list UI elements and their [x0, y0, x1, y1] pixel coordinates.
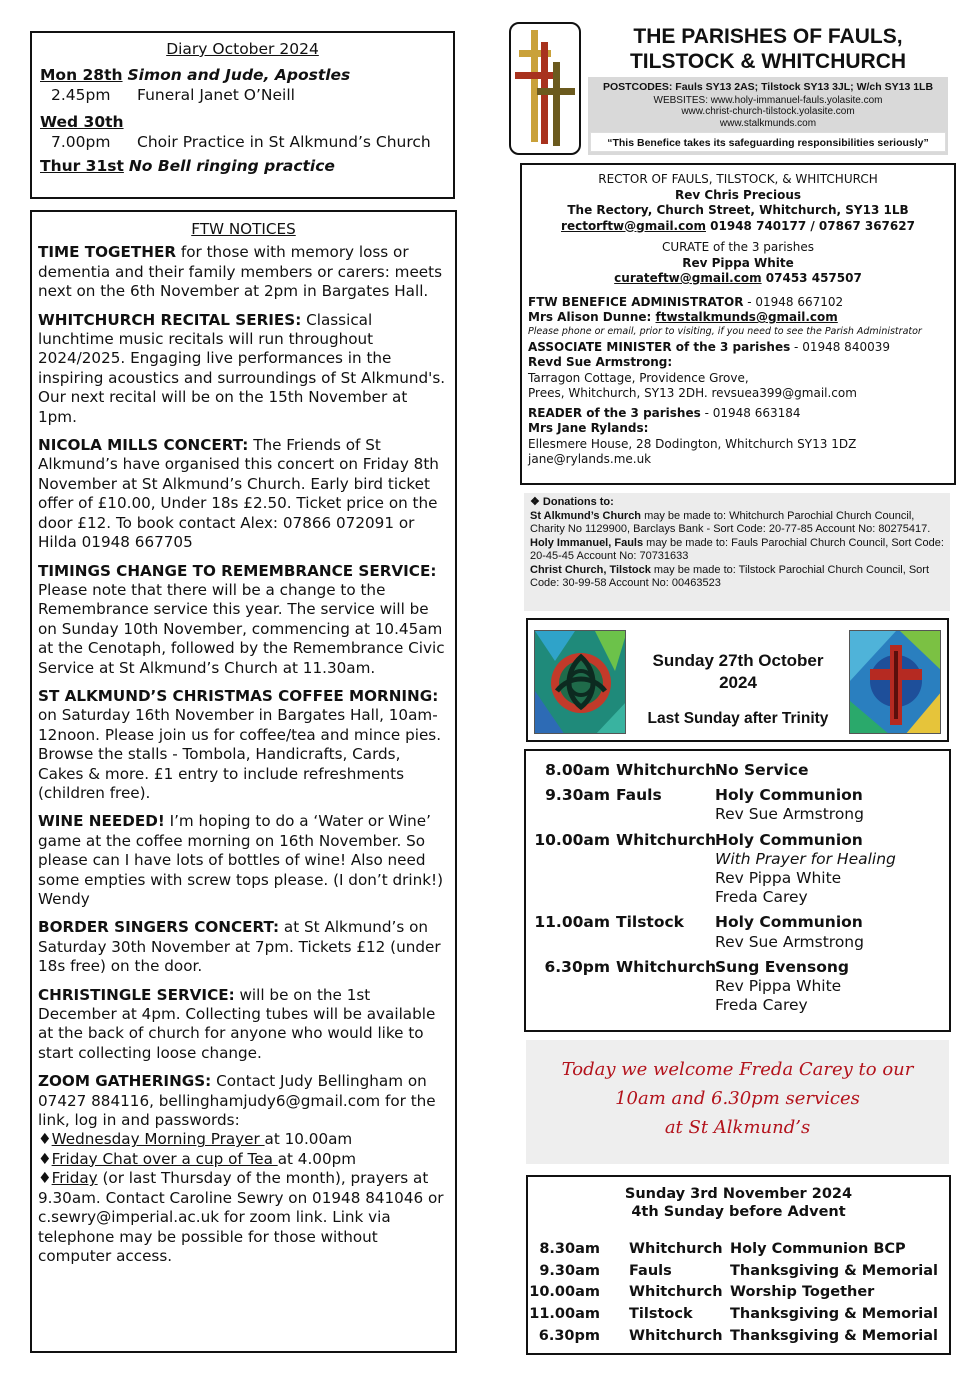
cross-glass-icon	[849, 630, 941, 734]
date-line: 2024	[719, 673, 757, 692]
admin-email[interactable]: ftwstalkmunds@gmail.com	[655, 310, 838, 324]
zoom-link[interactable]: Wednesday Morning Prayer	[51, 1130, 265, 1149]
notice-body: will be on the 1st December at 4pm. Collecting tubes will be available at the back of church for anyone who would like to start collecting loose change.	[38, 985, 436, 1062]
service-details	[715, 831, 949, 908]
service-note: With Prayer for Healing	[715, 849, 896, 868]
notice-body: The Friends of St Alkmund’s have organised this concert on Friday 8th November at St Alkmund’s Church. Early bird ticket offer of £10.00, Under 18s £2.50. Ticket price on the door £12. To book contact Alex: 07866 072091 or Hilda 01948 667705	[38, 436, 439, 552]
donation-text: may be made to: Tilstock Parochial Church Council, Sort Code: 30-99-58 Account No: 00463523	[530, 563, 930, 589]
zoom-bullet	[38, 1150, 449, 1169]
service-row	[526, 913, 949, 951]
curate-contact	[528, 271, 948, 287]
notice-body: I’m hoping to do a ‘Water or Wine’ game at the coffee morning on 16th November. So please can I have lots of bottles of wine! Also need some empties with screw tops please. (I don’t drink!) Wendy	[38, 812, 444, 908]
website-link[interactable]: www.christ-church-tilstock.yolasite.com	[681, 106, 855, 117]
notice-item	[38, 812, 449, 909]
reader-address: Ellesmere House, 28 Dodington, Whitchurch SY13 1DZ	[528, 436, 857, 451]
notice-body: Classical lunchtime music recitals will run throughout 2024/2025. Engaging live performances in the inspiring acoustics and surroundings of St Alkmund's. Our next recital will be on the 15th November at 1pm.	[38, 310, 446, 426]
diamond-bullet-icon: ♦	[38, 1149, 52, 1168]
zoom-link[interactable]: Friday Chat over a cup of Tea	[51, 1149, 278, 1168]
service-place: Fauls	[629, 1262, 672, 1279]
assoc-line	[528, 340, 948, 356]
service-minister: Rev Sue Armstrong	[715, 805, 864, 824]
notice-body: at St Alkmund’s on Saturday 30th November at 7pm. Tickets £12 (under 18s free) on the door.	[38, 918, 441, 976]
service-name: Holy Communion BCP	[730, 1241, 906, 1257]
zoom-bullet-text: (or last Thursday of the month), prayers at 9.30am. Contact Caroline Sewry on 01948 841046 or c.sewry@imperial.ac.uk for zoom link. Link via telephone may be possible for those without computer access.	[38, 1169, 444, 1265]
service-place: Whitchurch	[616, 957, 716, 976]
service-time: 9.30am	[545, 786, 610, 805]
admin-note: Please phone or email, prior to visiting, if you need to see the Parish Administrator	[528, 325, 922, 337]
service-place: Whitchurch	[629, 1284, 723, 1301]
rector-phones: 01948 740177 / 07867 367627	[705, 218, 915, 233]
service-place: Fauls	[616, 786, 662, 805]
donation-church: Holy Immanuel, Fauls	[530, 536, 644, 549]
zoom-bullet-text: at 4.00pm	[277, 1149, 357, 1168]
rector-name: Rev Chris Precious	[674, 187, 802, 202]
service-time: 9.30am	[539, 1262, 600, 1279]
date-line: Sunday 27th October	[652, 651, 824, 670]
diary-day: Mon 28th	[40, 66, 123, 84]
service-time: 6.30pm	[538, 1327, 600, 1344]
website-line	[588, 95, 948, 107]
donation-church: St Alkmund’s Church	[530, 509, 642, 522]
diary-time: 2.45pm	[51, 86, 111, 104]
diamond-bullet-icon: ♦	[38, 1130, 52, 1149]
notice-item	[38, 918, 449, 976]
title-line: Sunday 3rd November 2024	[624, 1186, 853, 1202]
curate-phone: 07453 457507	[761, 271, 862, 285]
services-box	[524, 749, 951, 1032]
notices-box	[30, 210, 457, 1353]
donation-item	[530, 537, 944, 564]
notice-heading: WHITCHURCH RECITAL SERIES:	[38, 310, 302, 329]
diary-text: Choir Practice in St Alkmund’s Church	[137, 133, 431, 151]
service-minister: Freda Carey	[715, 996, 808, 1015]
diary-text: Funeral Janet O’Neill	[137, 86, 295, 104]
admin-phone: - 01948 667102	[743, 294, 844, 309]
service-time: 10.00am	[529, 1284, 600, 1301]
service-time: 10.00am	[534, 830, 610, 849]
admin-name: Mrs Alison Dunne:	[528, 310, 656, 324]
service-time: 8.30am	[539, 1241, 600, 1257]
donations-box	[524, 493, 950, 611]
donation-church: Christ Church, Tilstock	[530, 563, 651, 576]
welcome-line: 10am and 6.30pm services	[615, 1088, 860, 1109]
celtic-knot-glass-icon	[534, 630, 626, 734]
donation-text: may be made to: Whitchurch Parochial Church Council, Charity No 1129900, Barclays Bank - Sort Code: 20-77-85 Account No: 80275417.	[530, 509, 931, 535]
safeguarding-statement: “This Benefice takes its safeguarding responsibilities seriously”	[590, 132, 946, 152]
reader-phone: - 01948 663184	[700, 405, 801, 420]
zoom-bullet-text: at 10.00am	[264, 1130, 353, 1149]
zoom-bullet	[38, 1169, 449, 1266]
notice-heading: TIMINGS CHANGE TO REMEMBRANCE SERVICE:	[38, 561, 437, 580]
service-place: Tilstock	[616, 913, 684, 932]
title-line: TILSTOCK & WHITCHURCH	[629, 50, 907, 73]
contacts-box	[520, 163, 956, 485]
service-name: Thanksgiving & Memorial	[730, 1306, 939, 1323]
notice-heading: TIME TOGETHER	[38, 243, 177, 262]
welcome-line: Today we welcome Freda Carey to our	[561, 1059, 914, 1080]
diary-entry	[40, 65, 445, 85]
diary-item	[40, 85, 445, 105]
welcome-banner	[526, 1040, 949, 1164]
welcome-line: at St Alkmund’s	[664, 1117, 811, 1138]
diary-entry	[40, 156, 445, 176]
admin-line	[528, 295, 948, 311]
donations-heading: Donations to:	[542, 496, 614, 508]
website-link[interactable]: www.stalkmunds.com	[719, 117, 817, 129]
service-name: Worship Together	[730, 1284, 875, 1301]
diary-event: No Bell ringing practice	[128, 157, 335, 175]
donation-item	[530, 510, 944, 537]
diary-title: Diary October 2024	[166, 40, 319, 58]
sunday-date	[633, 650, 843, 694]
diary-time: 7.00pm	[51, 133, 111, 151]
notice-heading: WINE NEEDED!	[38, 812, 165, 831]
service-name: Sung Evensong	[715, 957, 849, 976]
donations-title	[530, 496, 944, 510]
next-service-row	[528, 1239, 949, 1261]
three-crosses-icon	[509, 22, 581, 155]
next-sunday-title	[528, 1185, 949, 1221]
notice-heading: BORDER SINGERS CONCERT:	[38, 918, 280, 937]
title-line: 4th Sunday before Advent	[631, 1204, 846, 1220]
admin-title: FTW BENEFICE ADMINISTRATOR	[528, 294, 744, 309]
service-minister: Rev Pippa White	[715, 869, 842, 888]
service-place: Tilstock	[629, 1306, 693, 1323]
zoom-notice	[38, 1072, 449, 1130]
reader-line	[528, 406, 948, 422]
postcodes: POSTCODES: Fauls SY13 2AS; Tilstock SY13 3JL; W/ch SY13 1LB	[602, 81, 934, 93]
service-time: 11.00am	[529, 1306, 600, 1323]
diary-item	[40, 132, 445, 152]
service-time: 6.30pm	[544, 957, 610, 976]
notice-item	[38, 687, 449, 803]
assoc-address: Tarragon Cottage, Providence Grove,	[528, 370, 749, 385]
service-row	[526, 761, 949, 780]
reader-name: Mrs Jane Rylands:	[528, 421, 649, 435]
zoom-link[interactable]: Friday	[51, 1169, 98, 1188]
service-name: No Service	[715, 761, 809, 779]
service-place: Whitchurch	[616, 830, 716, 849]
notice-body: for those with memory loss or dementia and their family members or carers: meets next on the 6th November at 2pm in Bargates Hall.	[38, 243, 443, 301]
service-details	[715, 913, 949, 951]
next-service-row	[528, 1282, 949, 1304]
assoc-name: Revd Sue Armstrong:	[528, 355, 673, 369]
next-service-row	[528, 1261, 949, 1283]
donation-text: may be made to: Fauls Parochial Church Council, Sort Code: 20-45-45 Account No: 70731633	[530, 536, 944, 562]
next-service-row	[528, 1326, 949, 1348]
diary-entry	[40, 112, 445, 132]
curate-name: Rev Pippa White	[682, 255, 794, 270]
sunday-banner	[526, 618, 949, 742]
service-place: Whitchurch	[629, 1327, 723, 1344]
diamond-bullet-icon: ❖	[530, 496, 543, 508]
notices-title: FTW NOTICES	[191, 220, 296, 238]
zoom-bullet	[38, 1130, 449, 1149]
service-row	[526, 958, 949, 1016]
curate-title: CURATE of the 3 parishes	[661, 240, 815, 254]
service-details	[715, 786, 949, 824]
service-name: Holy Communion	[715, 913, 863, 932]
service-row	[526, 831, 949, 908]
service-place: Whitchurch	[629, 1241, 723, 1257]
notice-item	[38, 243, 449, 301]
diary-day: Thur 31st	[40, 157, 124, 175]
assoc-address: Prees, Whitchurch, SY13 2DH. revsuea399@gmail.com	[528, 386, 857, 400]
notice-body: Contact Judy Bellingham on 07427 884116, bellinghamjudy6@gmail.com for the link, log in and passwords:	[38, 1072, 436, 1130]
service-time: 8.00am	[545, 761, 610, 779]
service-name: Holy Communion	[715, 830, 863, 849]
notice-heading: CHRISTINGLE SERVICE:	[38, 985, 235, 1004]
reader-email[interactable]: jane@rylands.me.uk	[528, 452, 652, 466]
diary-day: Wed 30th	[40, 113, 124, 131]
service-name: Thanksgiving & Memorial	[730, 1327, 939, 1344]
service-details	[715, 958, 949, 1016]
admin-contact	[528, 310, 948, 326]
next-sunday-box	[526, 1175, 951, 1355]
rector-contact	[528, 219, 948, 235]
notice-item	[38, 562, 449, 678]
service-time: 11.00am	[534, 913, 610, 932]
service-row	[526, 786, 949, 824]
notice-item	[38, 311, 449, 427]
next-service-row	[528, 1304, 949, 1326]
service-place: Whitchurch	[616, 761, 716, 779]
notice-heading: ST ALKMUND’S CHRISTMAS COFFEE MORNING:	[38, 686, 439, 705]
diary-event: Simon and Jude, Apostles	[127, 66, 351, 84]
donation-item	[530, 564, 944, 591]
sunday-subtitle: Last Sunday after Trinity	[647, 710, 829, 727]
diamond-bullet-icon: ♦	[38, 1169, 52, 1188]
assoc-phone: - 01948 840039	[790, 339, 890, 354]
rector-email[interactable]: rectorftw@gmail.com	[561, 218, 706, 233]
title-line: THE PARISHES OF FAULS,	[633, 25, 903, 48]
rector-title: RECTOR OF FAULS, TILSTOCK, & WHITCHURCH	[598, 172, 878, 186]
assoc-title: ASSOCIATE MINISTER of the 3 parishes	[528, 339, 791, 354]
notice-item	[38, 436, 449, 552]
curate-email[interactable]: curateftw@gmail.com	[614, 271, 762, 285]
website-link[interactable]: WEBSITES: www.holy-immanuel-fauls.yolasite.com	[653, 94, 883, 106]
parishes-title	[586, 24, 950, 74]
notice-item	[38, 986, 449, 1064]
service-name: Thanksgiving & Memorial	[730, 1262, 939, 1279]
service-minister: Rev Sue Armstrong	[715, 932, 864, 951]
reader-title: READER of the 3 parishes	[528, 405, 701, 420]
service-minister: Freda Carey	[715, 888, 808, 907]
service-name: Holy Communion	[715, 786, 863, 805]
service-minister: Rev Pippa White	[715, 977, 842, 996]
notice-body: on Saturday 16th November in Bargates Hall, 10am-12noon. Please join us for coffee/tea and mince pies. Browse the stalls - Tombola, Handicrafts, Cards, Cakes & more. £1 entry to include refreshments (children free).	[38, 706, 442, 802]
service-details	[715, 761, 949, 780]
rector-address: The Rectory, Church Street, Whitchurch, SY13 1LB	[567, 203, 909, 217]
notice-heading: NICOLA MILLS CONCERT:	[38, 436, 249, 455]
diary-box	[30, 31, 455, 199]
notice-body: Please note that there will be a change to the Remembrance service this year. The service will be on Sunday 10th November, commencing at 10.45am at the Cenotaph, followed by the Remembrance Civic Service at St Alkmund’s Church at 11.30am.	[38, 580, 445, 677]
notice-heading: ZOOM GATHERINGS:	[38, 1072, 212, 1091]
